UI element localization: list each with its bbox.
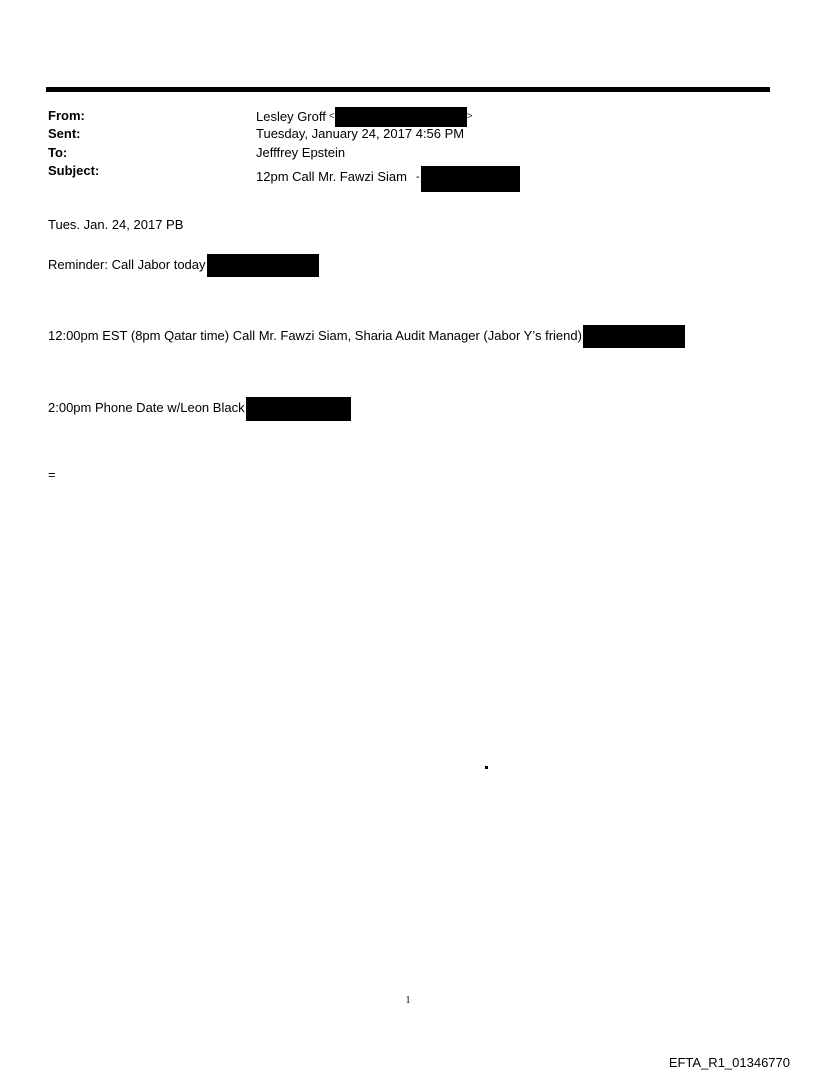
from-bracket-open: < (328, 111, 335, 122)
sent-value: Tuesday, January 24, 2017 4:56 PM (256, 126, 465, 141)
sent-label: Sent: (48, 126, 81, 141)
subject-value-group (256, 162, 520, 192)
date-line-text: Tues. Jan. 24, 2017 PB (48, 217, 184, 232)
call-text: 12:00pm EST (8pm Qatar time) Call Mr. Fawzi Siam, Sharia Audit Manager (Jabor Y’s friend) (48, 327, 582, 343)
subject-value: 12pm Call Mr. Fawzi Siam (256, 169, 407, 184)
page-number: 1 (405, 995, 411, 1006)
from-label: From: (48, 108, 85, 123)
reminder-line (48, 252, 319, 277)
call-line (48, 323, 685, 348)
phone-text: 2:00pm Phone Date w/Leon Black (48, 400, 245, 415)
from-value-group (256, 107, 473, 127)
from-email-redaction (335, 107, 467, 127)
call-redaction (583, 325, 685, 348)
subject-label: Subject: (48, 163, 100, 178)
equals-text: = (48, 467, 56, 482)
from-value: Lesley Groff (256, 109, 326, 124)
to-label: To: (48, 145, 68, 160)
header-rule (46, 87, 770, 92)
subject-redaction (421, 166, 520, 192)
from-bracket-close: > (466, 111, 473, 122)
phone-redaction (246, 397, 351, 421)
reminder-text: Reminder: Call Jabor today (48, 256, 206, 272)
subject-dash: - (415, 171, 420, 183)
to-value: Jefffrey Epstein (256, 145, 346, 160)
bates-number: EFTA_R1_01346770 (668, 1055, 790, 1070)
phone-line (48, 395, 351, 421)
equals-line (48, 466, 56, 484)
date-line (48, 216, 183, 234)
stray-dot (485, 766, 488, 769)
reminder-redaction (207, 254, 319, 277)
